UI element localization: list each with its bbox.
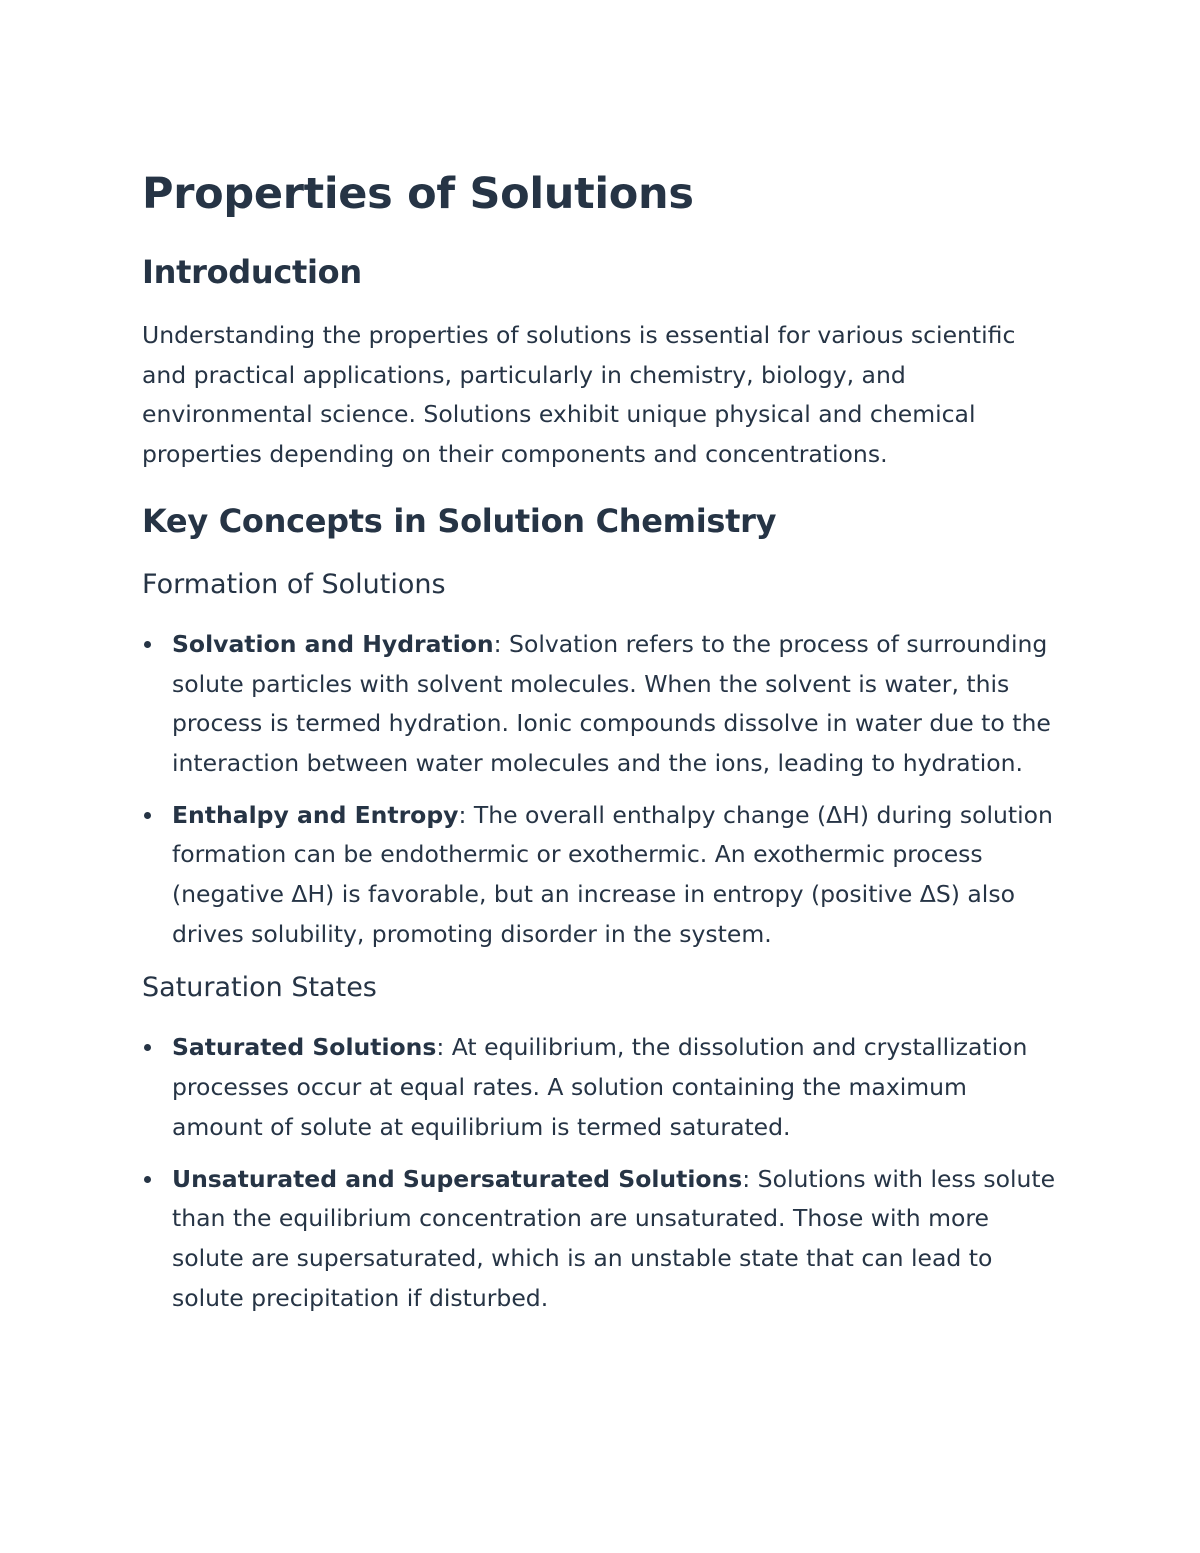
list-item-term: Unsaturated and Supersaturated Solutions xyxy=(172,1164,743,1193)
list-item-text: : At equilibrium, the dissolution and crystallization processes occur at equal rates. A solution containing the maximum amount of solute at equilibrium is termed saturated. xyxy=(172,1033,1028,1141)
list-item-text: : Solutions with less solute than the equilibrium concentration are unsaturated. Those with more solute are supersaturated, which is an unstable state that can lead to solute precipitation if disturbed. xyxy=(172,1164,1056,1312)
list-item-term: Saturated Solutions xyxy=(172,1033,437,1062)
saturation-heading: Saturation States xyxy=(142,972,377,1004)
list-item-term: Solvation and Hydration xyxy=(172,629,494,658)
formation-heading: Formation of Solutions xyxy=(142,568,446,600)
list-item xyxy=(142,1160,1062,1319)
list-item xyxy=(142,796,1062,955)
list-item xyxy=(142,625,1062,784)
bullet-icon xyxy=(144,1044,151,1051)
bullet-icon xyxy=(144,641,151,648)
bullet-icon xyxy=(144,812,151,819)
key-concepts-heading: Key Concepts in Solution Chemistry xyxy=(142,501,777,540)
bullet-icon xyxy=(144,1176,151,1183)
list-item-text: : Solvation refers to the process of surrounding solute particles with solvent molecules. When the solvent is water, this process is termed hydration. Ionic compounds dissolve in water due to the interaction between water molecules and the ions, leading to hydration. xyxy=(172,629,1051,777)
formation-list xyxy=(142,625,1062,955)
document-page xyxy=(142,166,1062,1330)
list-item xyxy=(142,1028,1062,1147)
page-title: Properties of Solutions xyxy=(142,169,694,219)
introduction-heading: Introduction xyxy=(142,253,362,291)
introduction-paragraph: Understanding the properties of solutions is essential for various scientific and practical applications, particularly in chemistry, biology, and environmental science. Solutions exhibit unique physical and chemical properties depending on their components and concentrations. xyxy=(142,321,1016,469)
list-item-term: Enthalpy and Entropy xyxy=(172,800,459,829)
saturation-list xyxy=(142,1028,1062,1318)
list-item-text: : The overall enthalpy change (ΔH) during solution formation can be endothermic or exothermic. An exothermic process (negative ΔH) is favorable, but an increase in entropy (positive ΔS) also drives solubility, promoting disorder in the system. xyxy=(172,800,1053,948)
